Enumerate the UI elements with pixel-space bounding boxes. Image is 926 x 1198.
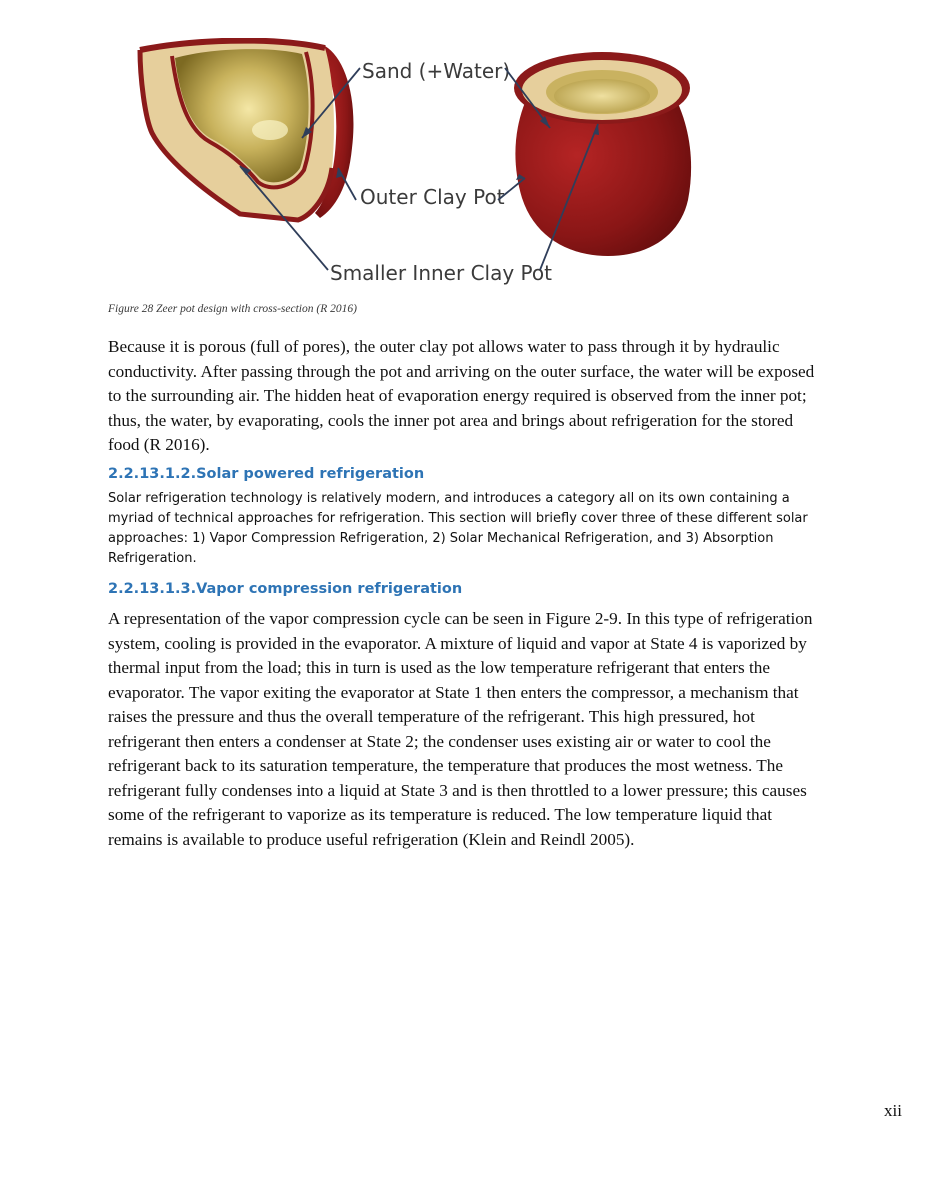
body-paragraph-zeer: Because it is porous (full of pores), the outer clay pot allows water to pass through it by hydraulic conductivity. After passing through the pot and arriving on the outer surface, the water will be exposed to the surrounding air. The hidden heat of evaporation energy required is observed from the inner pot; thus, the water, by evaporating, cools the inner pot area and brings about refrigeration for the stored food (R 2016).: [108, 337, 815, 454]
section-heading-vapor: 2.2.13.1.3.Vapor compression refrigeration: [108, 581, 463, 597]
page-number: xii: [884, 1101, 902, 1120]
zeer-pot-illustration: [120, 38, 720, 296]
label-outer-pot: Outer Clay Pot: [360, 185, 505, 209]
section-heading-solar: 2.2.13.1.2.Solar powered refrigeration: [108, 466, 425, 482]
label-sand: Sand (+Water): [362, 59, 511, 83]
whole-pot: [514, 52, 691, 256]
zeer-pot-figure: [120, 38, 720, 296]
body-paragraph-solar: Solar refrigeration technology is relatively modern, and introduces a category all on its own containing a myriad of technical approaches for refrigeration. This section will briefly cover three of these different solar approaches: 1) Vapor Compression Refrigeration, 2) Solar Mechanical Refrigeration, and 3) Absorption Refrigeration.: [108, 491, 808, 566]
figure-caption: Figure 28 Zeer pot design with cross-section (R 2016): [108, 303, 357, 315]
label-inner-pot: Smaller Inner Clay Pot: [330, 261, 552, 285]
body-paragraph-vapor: A representation of the vapor compression cycle can be seen in Figure 2-9. In this type of refrigeration system, cooling is provided in the evaporator. A mixture of liquid and vapor at State 4 is vaporized by thermal input from the load; this in turn is used as the low temperature refrigerant that enters the evaporator. The vapor exiting the evaporator at State 1 then enters the compressor, a mechanism that raises the pressure and thus the overall temperature of the refrigerant. This high pressured, hot refrigerant then enters a condenser at State 2; the condenser uses existing air or water to cool the refrigerant back to its saturation temperature, the temperature that produces the most wetness. The refrigerant fully condenses into a liquid at State 3 and is then throttled to a lower pressure; this causes some of the refrigerant to vaporize as its temperature is reduced. The low temperature liquid that remains is available to produce useful refrigeration (Klein and Reindl 2005).: [108, 609, 813, 849]
cutaway-pot: [140, 41, 353, 220]
